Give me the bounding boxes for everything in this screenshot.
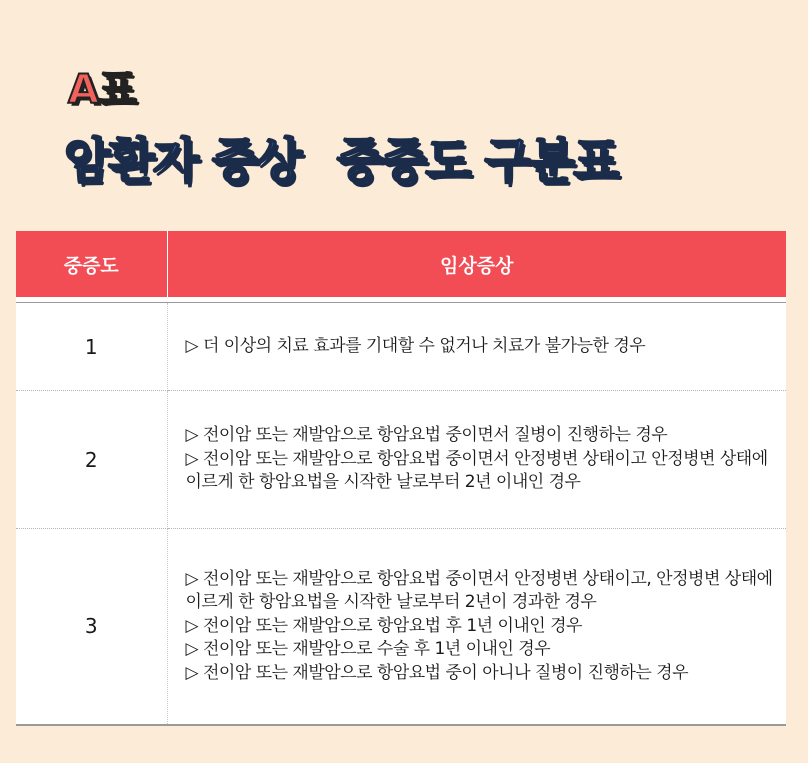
- table-row: [16, 303, 786, 391]
- severity-level: 3: [16, 529, 167, 725]
- table-tag-title: A표: [68, 67, 136, 113]
- header-symptoms: 임상증상: [167, 231, 786, 297]
- title-part-2: 중증도 구분표: [336, 133, 618, 189]
- severity-level: 2: [16, 391, 167, 529]
- symptom-item: ▷ 전이암 또는 재발암으로 항암요법 중이면서 안정병변 상태이고 안정병변 상태에 이르게 한 항암요법을 시작한 날로부터 2년 이내인 경우: [185, 448, 768, 493]
- table-row: [16, 391, 786, 529]
- severity-table: [16, 231, 786, 726]
- symptom-item: ▷ 전이암 또는 재발암으로 항암요법 후 1년 이내인 경우: [185, 615, 582, 636]
- table-header-row: [16, 231, 786, 297]
- severity-level: 1: [16, 303, 167, 391]
- table-row: [16, 529, 786, 725]
- symptom-cell: [167, 529, 786, 725]
- symptom-item: ▷ 전이암 또는 재발암으로 항암요법 중이 아니나 질병이 진행하는 경우: [185, 662, 689, 683]
- title-part-1: 암환자 증상: [64, 133, 301, 189]
- symptom-item: ▷ 더 이상의 치료 효과를 기대할 수 없거나 치료가 불가능한 경우: [185, 335, 646, 356]
- symptom-cell: [167, 391, 786, 529]
- symptom-item: ▷ 전이암 또는 재발암으로 항암요법 중이면서 안정병변 상태이고, 안정병변 상태에 이르게 한 항암요법을 시작한 날로부터 2년이 경과한 경우: [185, 568, 773, 612]
- symptom-cell: [167, 303, 786, 391]
- symptom-item: ▷ 전이암 또는 재발암으로 수술 후 1년 이내인 경우: [185, 639, 551, 659]
- symptom-item: ▷ 전이암 또는 재발암으로 항암요법 중이면서 질병이 진행하는 경우: [185, 425, 668, 446]
- header-severity: 중증도: [16, 231, 167, 297]
- page-title: [64, 122, 617, 191]
